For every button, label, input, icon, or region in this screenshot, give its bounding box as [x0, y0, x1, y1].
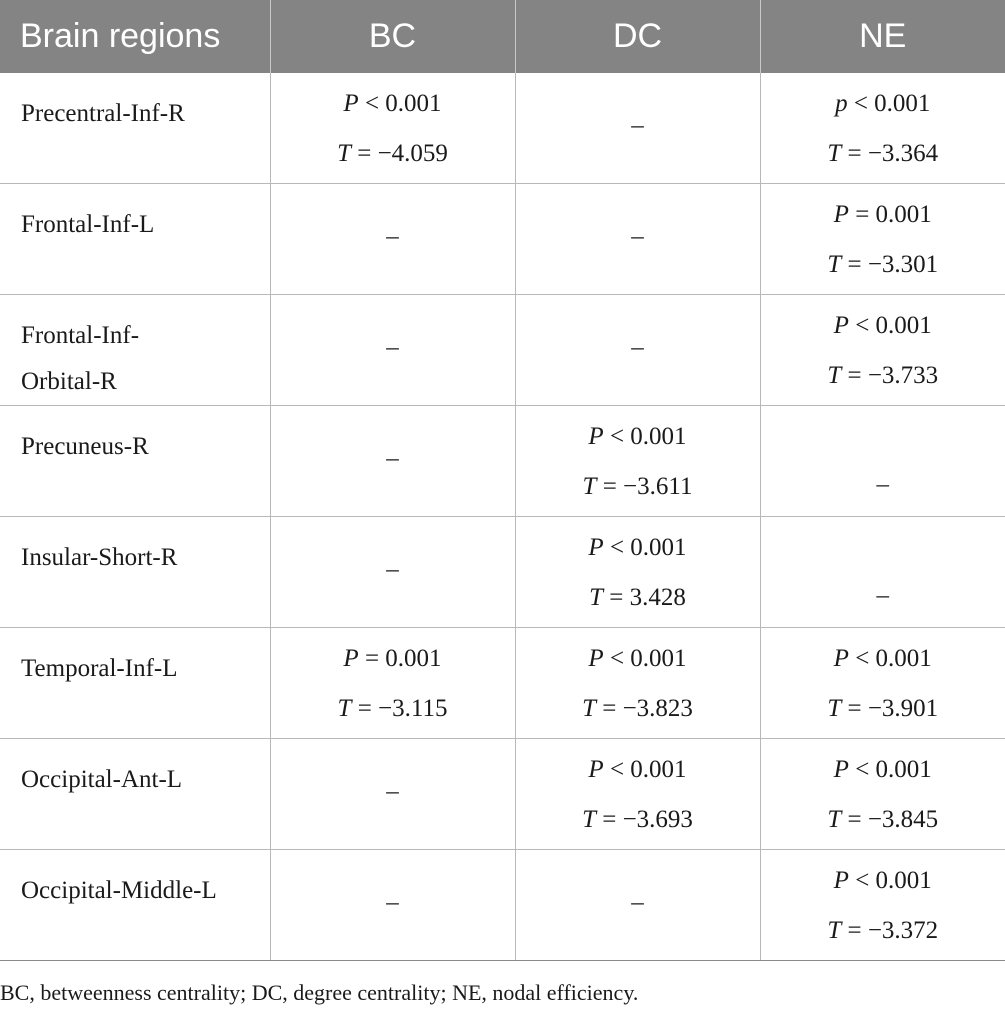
table-row: [0, 739, 1005, 850]
t-symbol: T: [582, 806, 596, 833]
region-cell: Frontal-Inf-L: [0, 184, 270, 295]
region-cell: Occipital-Ant-L: [0, 739, 270, 850]
p-value: < 0.001: [603, 534, 687, 561]
header-dc: DC: [515, 0, 760, 73]
bc-cell: [270, 517, 515, 628]
p-line: [516, 634, 760, 684]
region-cell: Frontal-Inf-Orbital-R: [0, 295, 270, 406]
dc-cell: [515, 73, 760, 184]
table-row: [0, 184, 1005, 295]
empty-dash: –: [631, 112, 644, 139]
p-symbol: P: [343, 645, 359, 672]
dc-cell: [515, 739, 760, 850]
t-value: = −3.693: [595, 806, 693, 833]
t-symbol: T: [827, 695, 842, 722]
p-symbol: P: [588, 756, 604, 783]
header-bc: BC: [270, 0, 515, 73]
p-value: < 0.001: [603, 756, 687, 783]
region-cell: Temporal-Inf-L: [0, 628, 270, 739]
t-value: = −3.364: [841, 140, 939, 167]
table-row: [0, 517, 1005, 628]
p-value: = 0.001: [848, 201, 932, 228]
bc-cell: [270, 73, 515, 184]
ne-cell: [760, 739, 1005, 850]
empty-dash: –: [631, 889, 644, 916]
dc-cell: [515, 295, 760, 406]
ne-cell: [760, 295, 1005, 406]
p-value: < 0.001: [848, 312, 932, 339]
ne-cell: [760, 406, 1005, 517]
p-line: [516, 412, 760, 462]
t-line: [516, 573, 760, 623]
t-line: [761, 906, 1005, 956]
p-symbol: P: [833, 645, 849, 672]
ne-cell: [760, 517, 1005, 628]
t-symbol: T: [589, 584, 604, 611]
t-value: = −3.611: [596, 473, 693, 500]
header-ne: NE: [760, 0, 1005, 73]
bc-cell: [270, 295, 515, 406]
p-value: < 0.001: [848, 645, 932, 672]
t-symbol: T: [582, 695, 596, 722]
dc-cell: [515, 406, 760, 517]
p-symbol: P: [833, 201, 849, 228]
table-header: [0, 0, 1005, 73]
region-cell: Occipital-Middle-L: [0, 850, 270, 961]
p-symbol: P: [833, 312, 849, 339]
ne-cell: [760, 628, 1005, 739]
t-line: [761, 240, 1005, 290]
t-value: = −3.301: [841, 251, 939, 278]
p-value: < 0.001: [603, 645, 687, 672]
p-value: < 0.001: [847, 90, 931, 117]
t-symbol: T: [827, 806, 842, 833]
bc-cell: [270, 628, 515, 739]
p-line: [516, 523, 760, 573]
t-line: [516, 684, 760, 734]
p-symbol: P: [833, 867, 849, 894]
empty-dash: –: [386, 889, 399, 916]
t-value: = −3.823: [595, 695, 693, 722]
p-symbol: P: [833, 756, 849, 783]
p-line: [761, 301, 1005, 351]
t-symbol: T: [337, 695, 352, 722]
table-row: [0, 295, 1005, 406]
p-line: [761, 856, 1005, 906]
bc-cell: [270, 739, 515, 850]
header-brain-regions: Brain regions: [0, 0, 270, 73]
bc-cell: [270, 850, 515, 961]
t-line: [761, 795, 1005, 845]
p-symbol: P: [588, 645, 604, 672]
table-row: [0, 628, 1005, 739]
t-line: [516, 795, 760, 845]
t-value: = −3.372: [841, 917, 939, 944]
empty-dash: –: [386, 334, 399, 361]
p-value: < 0.001: [848, 867, 932, 894]
bc-cell: [270, 406, 515, 517]
bc-cell: [270, 184, 515, 295]
p-line: [271, 634, 515, 684]
dc-cell: [515, 628, 760, 739]
p-value: < 0.001: [848, 756, 932, 783]
p-symbol: P: [588, 423, 604, 450]
p-line: [516, 745, 760, 795]
t-value: = −3.901: [841, 695, 939, 722]
empty-dash: –: [631, 223, 644, 250]
p-line: [761, 190, 1005, 240]
header-row: [0, 0, 1005, 73]
empty-dash: –: [876, 471, 889, 498]
ne-cell: [760, 850, 1005, 961]
empty-dash: –: [386, 778, 399, 805]
t-symbol: T: [827, 140, 842, 167]
p-line: [271, 79, 515, 129]
ne-cell: [760, 73, 1005, 184]
t-value: = −3.733: [841, 362, 939, 389]
p-value: < 0.001: [603, 423, 687, 450]
empty-dash: –: [386, 556, 399, 583]
t-symbol: T: [827, 917, 842, 944]
table-row: [0, 73, 1005, 184]
dc-cell: [515, 850, 760, 961]
t-line: [516, 462, 760, 512]
empty-dash: –: [386, 445, 399, 472]
p-symbol: p: [835, 90, 848, 117]
table-row: [0, 850, 1005, 961]
t-value: = −3.115: [351, 695, 448, 722]
t-symbol: T: [337, 140, 351, 167]
p-value: < 0.001: [358, 90, 442, 117]
p-symbol: P: [343, 90, 359, 117]
t-symbol: T: [827, 251, 842, 278]
p-line: [761, 745, 1005, 795]
p-line: [761, 79, 1005, 129]
region-cell: Precuneus-R: [0, 406, 270, 517]
t-line: [271, 129, 515, 179]
table-footnote: BC, betweenness centrality; DC, degree centrality; NE, nodal efficiency.: [0, 980, 639, 1005]
region-cell: Precentral-Inf-R: [0, 73, 270, 184]
table-body: [0, 73, 1005, 961]
empty-dash: –: [876, 582, 889, 609]
t-value: = −4.059: [350, 140, 448, 167]
t-line: [761, 351, 1005, 401]
p-line: [761, 634, 1005, 684]
empty-dash: –: [386, 223, 399, 250]
t-symbol: T: [827, 362, 842, 389]
empty-dash: –: [631, 334, 644, 361]
t-symbol: T: [582, 473, 597, 500]
dc-cell: [515, 184, 760, 295]
t-value: = 3.428: [603, 584, 686, 611]
p-symbol: P: [588, 534, 604, 561]
t-value: = −3.845: [841, 806, 939, 833]
region-cell: Insular-Short-R: [0, 517, 270, 628]
t-line: [761, 684, 1005, 734]
table-row: [0, 406, 1005, 517]
t-line: [761, 129, 1005, 179]
p-value: = 0.001: [358, 645, 442, 672]
t-line: [271, 684, 515, 734]
dc-cell: [515, 517, 760, 628]
ne-cell: [760, 184, 1005, 295]
